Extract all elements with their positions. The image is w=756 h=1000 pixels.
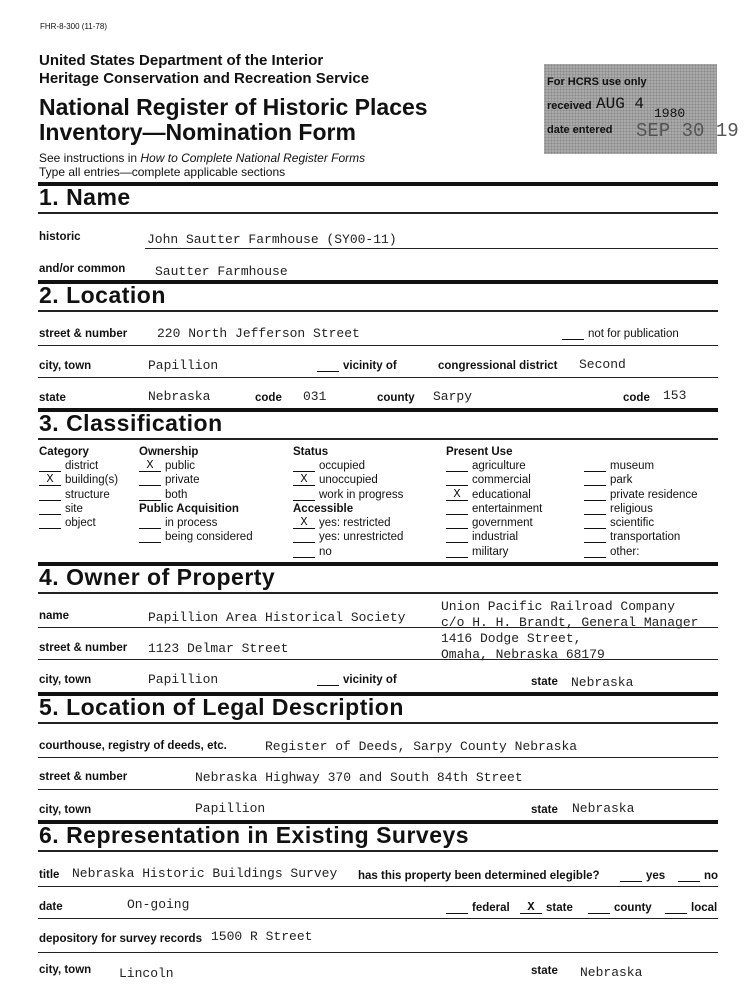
depository-label: depository for survey records — [39, 933, 202, 945]
legal-state-value: Nebraska — [572, 801, 635, 816]
common-label: and/or common — [39, 263, 126, 275]
form-title-line-1: National Register of Historic Places — [39, 94, 428, 120]
stamp-entered-label: date entered — [547, 124, 613, 136]
county-code-value: 153 — [663, 388, 687, 403]
agency-line-1: United States Department of the Interior — [39, 52, 324, 69]
acquisition-option[interactable]: being considered — [139, 531, 253, 545]
survey-title-value: Nebraska Historic Buildings Survey — [72, 866, 338, 881]
accessible-option[interactable]: X yes: restricted — [293, 517, 403, 531]
city-value: Papillion — [148, 358, 219, 373]
owner2-line-2: c/o H. H. Brandt, General Manager — [441, 615, 699, 630]
present-use-option[interactable]: industrial — [446, 531, 542, 545]
category-option[interactable]: object — [39, 517, 118, 531]
status-heading: Status — [293, 446, 329, 458]
category-option[interactable]: X building(s) — [39, 474, 118, 488]
ownership-option[interactable]: X public — [139, 460, 200, 474]
field-line — [38, 659, 718, 660]
section-5-heading: 5. Location of Legal Description — [39, 694, 404, 720]
owner-city-label: city, town — [39, 674, 92, 686]
present-use-option[interactable]: commercial — [446, 474, 542, 488]
present-use-option[interactable]: entertainment — [446, 503, 542, 517]
legal-state-label: state — [531, 804, 558, 816]
level-county[interactable]: county — [588, 902, 652, 914]
accessible-heading: Accessible — [293, 503, 354, 515]
accessible-option[interactable]: no — [293, 546, 403, 560]
ownership-list — [139, 460, 200, 503]
field-line — [145, 248, 718, 249]
form-title-line-2: Inventory—Nomination Form — [39, 119, 356, 145]
owner2-line-3: 1416 Dodge Street, — [441, 631, 582, 646]
present-use-option[interactable]: private residence — [584, 489, 698, 503]
historic-label: historic — [39, 231, 81, 243]
present-use-option[interactable]: museum — [584, 460, 698, 474]
vicinity-of: vicinity of — [317, 360, 397, 372]
accessible-list — [293, 517, 403, 560]
field-line — [38, 789, 718, 790]
section-divider — [38, 182, 718, 186]
accessible-option[interactable]: yes: unrestricted — [293, 531, 403, 545]
owner2-line-1: Union Pacific Railroad Company — [441, 599, 676, 614]
status-option[interactable]: X unoccupied — [293, 474, 403, 488]
present-use-list-2 — [584, 460, 698, 560]
present-use-option[interactable]: other: — [584, 546, 698, 560]
stamp-received-value: AUG 4 — [596, 95, 645, 113]
survey-date-label: date — [39, 901, 63, 913]
present-use-heading: Present Use — [446, 446, 513, 458]
section-underline — [38, 438, 718, 440]
courthouse-value: Register of Deeds, Sarpy County Nebraska — [265, 739, 578, 754]
present-use-option[interactable]: agriculture — [446, 460, 542, 474]
owner-state-label: state — [531, 676, 558, 688]
historic-value: John Sautter Farmhouse (SY00-11) — [147, 232, 397, 247]
present-use-option[interactable]: scientific — [584, 517, 698, 531]
owner-street-label: street & number — [39, 642, 128, 654]
category-option[interactable]: site — [39, 503, 118, 517]
county-label: county — [377, 392, 415, 404]
level-state[interactable]: X state — [520, 902, 573, 914]
owner-vicinity-of: vicinity of — [317, 674, 397, 686]
city-label: city, town — [39, 360, 92, 372]
survey-city-value: Lincoln — [119, 966, 174, 981]
public-acquisition-heading: Public Acquisition — [139, 503, 239, 515]
survey-state-value: Nebraska — [580, 965, 643, 980]
section-4-heading: 4. Owner of Property — [39, 564, 276, 590]
county-value: Sarpy — [433, 389, 473, 404]
category-option[interactable]: structure — [39, 489, 118, 503]
field-line — [38, 952, 718, 953]
section-2-heading: 2. Location — [39, 282, 166, 308]
section-underline — [38, 850, 718, 852]
survey-city-label: city, town — [39, 964, 92, 976]
section-3-heading: 3. Classification — [39, 410, 223, 436]
field-line — [38, 627, 718, 628]
state-label: state — [39, 392, 66, 404]
stamp-title: For HCRS use only — [547, 76, 647, 88]
present-use-option[interactable]: religious — [584, 503, 698, 517]
present-use-option[interactable]: military — [446, 546, 542, 560]
present-use-option[interactable]: transportation — [584, 531, 698, 545]
stamp-received-year: 1980 — [654, 106, 686, 121]
section-6-heading: 6. Representation in Existing Surveys — [39, 822, 470, 848]
hcrs-use-only-stamp — [544, 64, 739, 154]
category-list — [39, 460, 118, 531]
code-value: 031 — [303, 389, 327, 404]
field-line — [38, 918, 718, 919]
present-use-list-1 — [446, 460, 542, 560]
instructions-line-1: See instructions in How to Complete National Register Forms — [39, 151, 366, 165]
present-use-option[interactable]: park — [584, 474, 698, 488]
acquisition-list — [139, 517, 253, 546]
field-line — [38, 757, 718, 758]
section-1-heading: 1. Name — [39, 184, 131, 210]
category-option[interactable]: district — [39, 460, 118, 474]
status-list — [293, 460, 403, 503]
owner-city-value: Papillion — [148, 672, 219, 687]
survey-title-label: title — [39, 869, 60, 881]
ownership-option[interactable]: both — [139, 489, 200, 503]
section-underline — [38, 310, 718, 312]
owner2-line-4: Omaha, Nebraska 68179 — [441, 647, 605, 662]
instructions-line-2: Type all entries—complete applicable sections — [39, 165, 286, 179]
field-line — [38, 345, 718, 346]
stamp-entered-value: SEP 30 19 — [636, 120, 739, 142]
county-code-label: code — [623, 392, 650, 404]
street-value: 220 North Jefferson Street — [157, 326, 360, 341]
state-value: Nebraska — [148, 389, 211, 404]
field-line — [38, 377, 718, 378]
owner-name-value: Papillion Area Historical Society — [148, 610, 406, 625]
ownership-heading: Ownership — [139, 446, 199, 458]
form-id: FHR-8-300 (11-78) — [40, 22, 107, 31]
present-use-option[interactable]: government — [446, 517, 542, 531]
eligibility-yes[interactable]: yes — [620, 870, 665, 882]
owner-state-value: Nebraska — [571, 675, 634, 690]
agency-line-2: Heritage Conservation and Recreation Service — [39, 70, 370, 87]
level-federal[interactable]: federal — [446, 902, 510, 914]
owner-street-value: 1123 Delmar Street — [148, 641, 289, 656]
legal-city-value: Papillion — [195, 801, 266, 816]
status-option[interactable]: work in progress — [293, 489, 403, 503]
section-underline — [38, 722, 718, 724]
category-heading: Category — [39, 446, 89, 458]
legal-street-label: street & number — [39, 771, 128, 783]
legal-street-value: Nebraska Highway 370 and South 84th Street — [195, 770, 523, 785]
eligibility-label: has this property been determined elegible? — [358, 870, 600, 882]
code-label: code — [255, 392, 282, 404]
section-underline — [38, 592, 718, 594]
status-option[interactable]: occupied — [293, 460, 403, 474]
congressional-district-value: Second — [579, 357, 626, 372]
street-label: street & number — [39, 328, 128, 340]
section-underline — [38, 212, 718, 214]
field-line — [38, 886, 718, 887]
eligibility-no[interactable]: no — [678, 870, 718, 882]
level-local[interactable]: local — [665, 902, 717, 914]
acquisition-option[interactable]: in process — [139, 517, 253, 531]
stamp-received-label: received — [547, 100, 592, 112]
courthouse-label: courthouse, registry of deeds, etc. — [39, 740, 227, 752]
ownership-option[interactable]: private — [139, 474, 200, 488]
owner-name-label: name — [39, 610, 70, 622]
survey-state-label: state — [531, 965, 558, 977]
common-value: Sautter Farmhouse — [155, 264, 288, 279]
depository-value: 1500 R Street — [211, 929, 313, 944]
congressional-district-label: congressional district — [438, 360, 558, 372]
legal-city-label: city, town — [39, 804, 92, 816]
survey-date-value: On-going — [127, 897, 190, 912]
not-for-publication: not for publication — [562, 328, 679, 340]
present-use-option[interactable]: X educational — [446, 489, 542, 503]
